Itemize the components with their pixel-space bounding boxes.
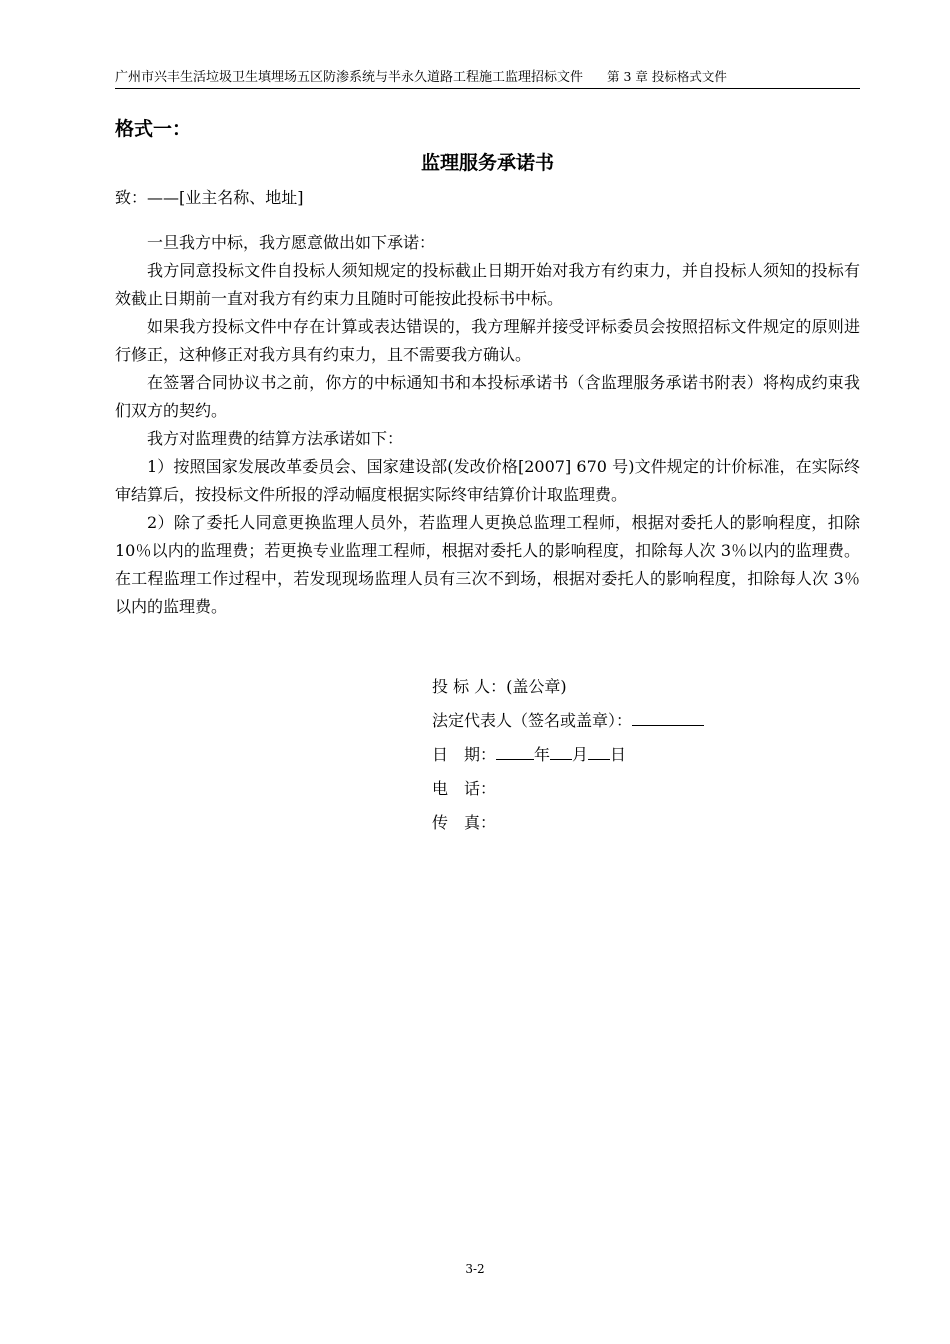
page-number: 3-2 [465,1262,485,1276]
signature-block [432,670,704,840]
paragraph-contract: 在签署合同协议书之前，你方的中标通知书和本投标承诺书（含监理服务承诺书附表）将构成约束我们双方的契约。 [115,373,860,420]
date-line [432,738,704,772]
paragraph-fee-item-2: 2）除了委托人同意更换监理人员外，若监理人更换总监理工程师，根据对委托人的影响程度，扣除 10％以内的监理费；若更换专业监理工程师，根据对委托人的影响程度，扣除每人次 3％以内的监理费。在工程监理工作过程中，若发现现场监理人员有三次不到场，根据对委托人的影响程度，扣除每人次 3％以内的监理费。 [115,513,860,616]
date-label: 日 期： [432,745,497,764]
fax-line: 传 真： [432,813,497,832]
paragraph-intro: 一旦我方中标，我方愿意做出如下承诺： [147,233,436,252]
date-year-label: 年 [534,745,551,764]
phone-line: 电 话： [432,779,497,798]
paragraph-fee-item-1: 1）按照国家发展改革委员会、国家建设部(发改价格[2007] 670 号)文件规定的计价标准，在实际终审结算后，按投标文件所报的浮动幅度根据实际终审结算价计取监理费。 [115,457,860,504]
addressee-line: 致：——[业主名称、地址] [115,188,304,207]
date-day-label: 日 [610,745,627,764]
paragraph-validity: 我方同意投标文件自投标人须知规定的投标截止日期开始对我方有约束力，并自投标人须知的投标有效截止日期前一直对我方有约束力且随时可能按此投标书中标。 [115,261,860,308]
bidder-line: 投 标 人：(盖公章) [432,677,567,696]
paragraph-correction: 如果我方投标文件中存在计算或表达错误的，我方理解并接受评标委员会按照招标文件规定的原则进行修正，这种修正对我方具有约束力，且不需要我方确认。 [115,317,860,364]
date-month-label: 月 [572,745,589,764]
date-month-blank [550,739,572,760]
legal-representative-line [432,704,704,738]
commitment-body [115,229,860,621]
date-year-blank [496,739,534,760]
date-day-blank [588,739,610,760]
paragraph-fee-intro: 我方对监理费的结算方法承诺如下： [147,429,404,448]
document-title: 监理服务承诺书 [420,152,554,174]
legal-representative-label: 法定代表人（签名或盖章）： [432,711,633,730]
header-chapter-title: 第 3 章 投标格式文件 [607,69,727,84]
page-header [115,66,860,89]
format-label: 格式一： [115,118,192,140]
header-project-title: 广州市兴丰生活垃圾卫生填埋场五区防渗系统与半永久道路工程施工监理招标文件 [115,70,584,85]
legal-representative-blank [632,705,704,726]
